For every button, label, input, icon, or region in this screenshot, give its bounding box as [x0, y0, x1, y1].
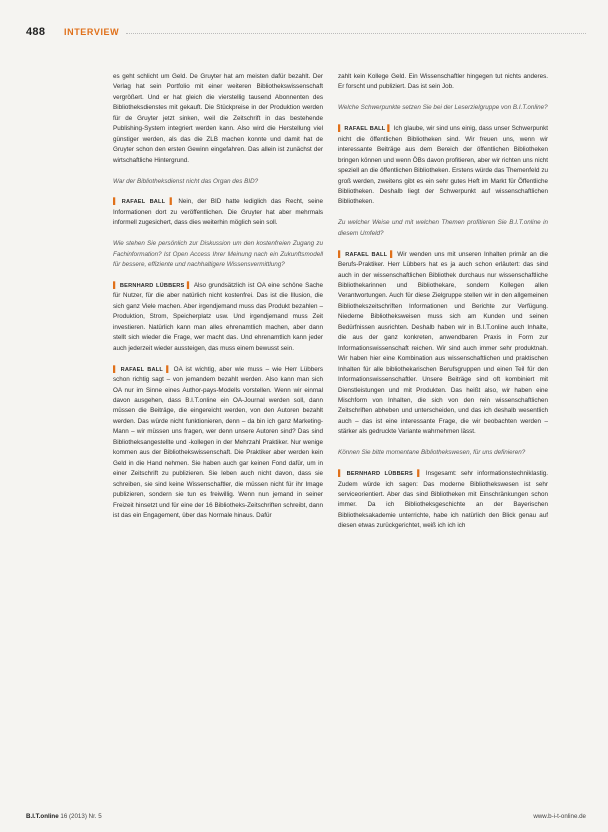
speaker-marker-icon: ▌ — [338, 125, 345, 133]
speaker-marker-icon: ▌ — [113, 365, 121, 373]
footer-issue-line — [26, 813, 102, 820]
speaker-separator-icon: ▌ — [162, 365, 174, 373]
speaker-separator-icon: ▌ — [412, 470, 426, 478]
body-paragraph: zahlt kein Kollege Geld. Ein Wissenschaftler hingegen tut nichts anderes. Er forscht und publiziert. Das ist sein Job. — [338, 73, 548, 91]
interview-answer — [113, 365, 323, 522]
interview-answer — [338, 124, 548, 208]
page-number: 488 — [26, 26, 46, 38]
answer-text: Also grundsätzlich ist OA eine schöne Sache für Nutzer, für die aber natürlich nicht kostenfrei. Das ist die Illusion, die sich ganz Viele machen. Aber irgendjemand muss das Produkt bezahlen – Produktion, Strom, Speicherplatz usw. Und irgendjemand muss Zeit investieren. Natürlich kann man alles ehrenamtlich machen, aber dann stellt sich wieder die Frage, wer macht das. Und ehrenamtlich kann jeder auch jederzeit wieder aussteigen, das muss einem bewusst sein. — [113, 282, 323, 352]
answer-text: Insgesamt: sehr informationstechniklastig. Zudem würde ich sagen: Das moderne Bibliothekswesen ist sehr serviceorientiert. Aber das sind Bibliotheken mit Einschränkungen schon immer. Da ich Bibliotheksgeschichte an der Bayerischen Bibliotheksakademie unterrichte, habe ich natürlich den Blick genau auf diesen etwas zurückgerichtet, weiß ich ich ich — [338, 470, 548, 530]
interview-answer — [113, 281, 323, 354]
body-paragraph: es geht schlicht um Geld. De Gruyter hat am meisten dafür bezahlt. Der Verlag hat sein Portfolio mit einer weiteren Bibliothekswissenschaft vergrößert. Und er hat gleich die vierstellig tausend Abonnenten des Bibliotheksdienstes mit gekauft. Die Stückpreise in der Produktion werden für de Gruyter jetzt sinken, weil die Zeitschrift in das bestehende Publishing-System integriert werden kann. Also wird die Herstellung viel günstiger werden, als das die ZLB machen konnte und damit hat de Gruyter schon den ersten Gewinn eingefahren. Das allein ist zunächst der wirtschaftliche Hintergrund. — [113, 73, 323, 164]
answer-text: Wir wenden uns mit unseren Inhalten primär an die Berufs-Praktiker. Herr Lübbers hat es ja auch schon erläutert: das sind auch in der wissenschaftlichen Bibliothek durchaus nur wissenschaftliche Bibliothekarinnen und Bibliothekare, sondern Kollegen allen Verantwortungen. Auch für diese Zielgruppe stellen wir in den allgemeinen Bibliothekszeitschriften Informationen und Berichte zur Verfügung. Niederne Bibliotheksweisen muss sich am Kunden und seinen Bedürfnissen ausrichten. Deshalb haben wir in B.I.T.online auch Inhalte, die aus der ganz konkreten, anwendbaren Praxis in Form zur Informationswissenschaft reichen. Wir sind auch immer sehr produktnah. Wir haben hier eine Kombination aus wissenschaftlichen und praktischen Inhalten für alle bibliothekarischen Berufsgruppen und einen Teil für den Informationswissenschaftler. Unsere Beiträge sind oft kombiniert mit Dienstleistungen und mit Produkten. Das heißt also, wir haben eine Mischform von Inhalten, die sich von den rein wissenschaftlichen Zeitschriften abheben und unterscheiden, und das ich deshalb wesentlich auch – das ist eine interessante Frage, die wir beobachten werden – stärker als gedruckte Variante wahrnehmen lässt. — [338, 250, 548, 436]
interview-answer — [338, 250, 548, 438]
speaker-name: RAFAEL BALL — [121, 199, 166, 206]
interview-answer — [113, 197, 323, 228]
speaker-separator-icon: ▌ — [165, 198, 179, 206]
speaker-name: RAFAEL BALL — [344, 126, 386, 133]
speaker-name: RAFAEL BALL — [120, 366, 163, 373]
speaker-separator-icon: ▌ — [387, 250, 398, 258]
section-title: INTERVIEW — [64, 27, 120, 37]
interview-question: Wie stehen Sie persönlich zur Diskussion um den kostenfreien Zugang zu Fachinformation? Ist Open Access Ihrer Meinung nach ein Zukunftsmodell für bessere, effiziente und nachhaltigere Wissensvermittlung? — [113, 240, 323, 269]
right-column — [338, 72, 548, 532]
speaker-separator-icon: ▌ — [385, 125, 394, 133]
speaker-separator-icon: ▌ — [184, 282, 194, 289]
speaker-name: BERNHARD LÜBBERS — [119, 283, 185, 289]
page-header — [26, 22, 586, 42]
header-divider — [126, 33, 586, 34]
answer-text: Nein, der BID hatte lediglich das Recht, seine Informationen dort zu veröffentlichen. Die Gruyter hat aber mehrmals informell zugesichert, dass dies weiterhin möglich sein soll. — [113, 198, 323, 227]
left-column — [113, 72, 323, 521]
speaker-marker-icon: ▌ — [338, 250, 346, 258]
interview-answer — [338, 469, 548, 532]
speaker-marker-icon: ▌ — [338, 470, 347, 478]
speaker-marker-icon: ▌ — [113, 282, 120, 289]
interview-question: Zu welcher Weise und mit welchen Themen profitieren Sie B.I.T.online in diesem Umfeld? — [338, 219, 548, 237]
speaker-name: BERNHARD LÜBBERS — [346, 471, 413, 478]
speaker-name: RAFAEL BALL — [345, 251, 388, 258]
interview-question: Welche Schwerpunkte setzen Sie bei der Leserzielgruppe von B.I.T.online? — [338, 104, 548, 112]
footer-url: www.b-i-t-online.de — [533, 813, 586, 820]
answer-text: OA ist wichtig, aber wie muss – wie Herr Lübbers schon richtig sagt – von jemandem bezahlt werden. Also kann man sich OA nur im Sinne eines Author-pays-Modells vorstellen. Wenn wir einmal davon ausgehen, dass B.I.T.online ein OA-Journal werden soll, dann müssen die Beiträge, die eingereicht werden, von den Autoren bezahlt werden. Das würde nicht funktionieren, denn – da bin ich ganz Marketing-Mann – wir müssen uns fragen, wer denn unsere Autoren sind? Das sind Bibliotheksangestellte und -kollegen in der Mehrzahl Praktiker. Nur wenige kommen aus der Bibliothekswissenschaft. Die Praktiker aber werden kein Geld in die Hand nehmen. Sie haben auch gar keinen Fond dafür, um in einer Zeitschrift zu publizieren. Sie leben auch nicht davon, dass sie schreiben, sie sind keine Wissenschaftler, die müssen nicht für ihr Image publizieren, sondern sie tun es freiwillig. Wenn nun jemand in seiner Freizeit hinsetzt und für eine der 16 Bibliotheks-Zeitschriften schreibt, dann ist das ein Engagement, über das Normale hinaus. Dafür — [113, 365, 323, 519]
interview-question: Können Sie bitte momentane Bibliothekswesen, für uns definieren? — [338, 449, 526, 457]
speaker-marker-icon: ▌ — [113, 198, 122, 206]
footer-issue: 16 (2013) Nr. 5 — [60, 813, 102, 820]
answer-text: Ich glaube, wir sind uns einig, dass unser Schwerpunkt nicht die öffentlichen Bibliotheken sind. Wir freuen uns, wenn wir interessante Beiträge aus dem Bereich der öffentlichen Bibliotheken bringen können und wenn ÖBs davon profitieren, aber wir richten uns nicht speziell an die öffentlichen Bibliotheken. Erstens würde das Themenfeld zu groß werden, zweitens gibt es ein sehr gutes Heft im Markt für Öffentliche Bibliotheken. Deshalb liegt der Schwerpunkt auf wissenschaftlichen Bibliotheken. — [338, 125, 548, 206]
interview-question: War der Bibliotheksdienst nicht das Organ des BID? — [113, 177, 259, 185]
footer-brand: B.I.T.online — [26, 813, 59, 820]
